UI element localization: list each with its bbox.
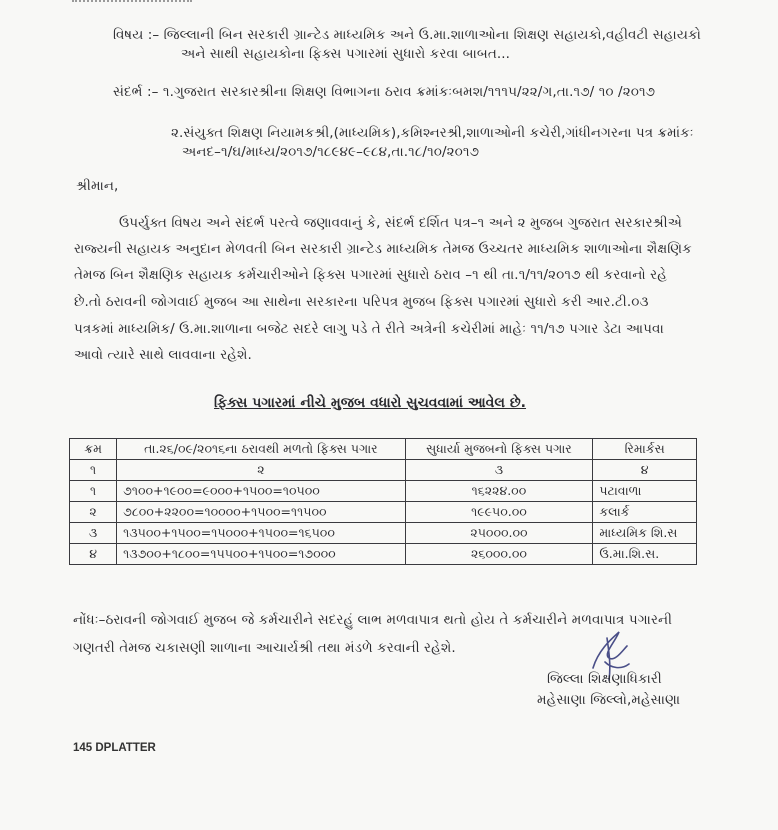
table-cell: ૩ (405, 460, 593, 481)
signatory-office: મહેસાણા જિલ્લો,મહેસાણા (537, 692, 681, 708)
header-revised-pay: સુધાર્યા મુજબનો ફિક્સ પગાર (405, 439, 593, 460)
note-line-2: ગણતરી તેમજ ચકાસણી શાળાના આચાર્યશ્રી તથા મંડળે કરવાની રહેશે. (73, 640, 456, 656)
header-remarks: રિમાર્કસ (593, 439, 697, 460)
table-cell: ૧ (70, 481, 117, 502)
table-cell: ૧૬૨૨૪.૦૦ (405, 481, 593, 502)
table-cell: ૪ (70, 544, 117, 565)
table-row (70, 544, 697, 565)
header-serial: ક્રમ (70, 439, 117, 460)
salutation: શ્રીમાન, (76, 178, 119, 194)
table-row (70, 481, 697, 502)
table-cell: ૪ (593, 460, 697, 481)
body-line-6: આવો ત્યારે સાથે લાવવાના રહેશે. (74, 347, 252, 363)
table-heading: ફિક્સ પગારમાં નીચે મુજબ વધારો સુચવવામાં આવેલ છે. (214, 395, 527, 411)
body-line-5: પત્રકમાં માધ્યમિક/ ઉ.મા.શાળાના બજેટ સદરે લાગુ પડે તે રીતે અત્રેની કચેરીમાં માહેઃ ૧૧/૧૭ પગાર ડેટા આપવા (74, 321, 664, 337)
table-cell: માધ્યમિક શિ.સ (593, 523, 697, 544)
header-old-pay: તા.૨૬/૦૯/૨૦૧૬ના ઠરાવથી મળતો ફિક્સ પગાર (117, 439, 405, 460)
body-line-1: ઉપર્યુક્ત વિષય અને સંદર્ભ પરત્વે જણાવવાનું કે, સંદર્ભ દર્શિત પત્ર–૧ અને ૨ મુજબ ગુજરાત સરકારશ્રીએ (119, 215, 682, 231)
table-cell: ૧૩૫૦૦+૧૫૦૦=૧૫૦૦૦+૧૫૦૦=૧૬૫૦૦ (117, 523, 405, 544)
table-cell: ૧ (70, 460, 117, 481)
table-cell: ૨ (117, 460, 405, 481)
signatory-title: જિલ્લા શિક્ષણાધિકારી (547, 671, 662, 687)
reference-line-2: ૨.સંયુક્ત શિક્ષણ નિયામકશ્રી,(માધ્યમિક),કમિશ્નરશ્રી,શાળાઓની કચેરી,ગાંધીનગરના પત્ર ક્રમાંકઃ (171, 125, 694, 141)
table-cell: ઉ.મા.શિ.સ. (593, 544, 697, 565)
table-row (70, 523, 697, 544)
subject-line-2: અને સાથી સહાયકોના ફિક્સ પગારમાં સુધારો કરવા બાબત... (181, 46, 511, 62)
footer-watermark: 145 DPLATTER (73, 742, 156, 754)
table-row (70, 502, 697, 523)
page-top-edge (72, 0, 192, 7)
table-cell: ૩ (70, 523, 117, 544)
table-cell: ૨૫૦૦૦.૦૦ (405, 523, 593, 544)
reference-line-3: અનદ–૧/ઘ/માધ્ય/૨૦૧૭/૧૮૯૪૯–૯૮૪,તા.૧૮/૧૦/૨૦૧૭ (182, 144, 480, 160)
table-cell: ૭૮૦૦+૨૨૦૦=૧૦૦૦૦+૧૫૦૦=૧૧૫૦૦ (117, 502, 405, 523)
table-index-row (70, 460, 697, 481)
table-cell: પટાવાળા (593, 481, 697, 502)
table-cell: ૧૯૯૫૦.૦૦ (405, 502, 593, 523)
body-line-3: તેમજ બિન શૈક્ષણિક સહાયક કર્મચારીઓને ફિક્સ પગારમાં સુધારો ઠરાવ –૧ થી તા.૧/૧૧/૨૦૧૭ થી કરવાનો રહે (74, 267, 667, 283)
table-cell: ૨૬૦૦૦.૦૦ (405, 544, 593, 565)
subject-line-1: વિષય :– જિલ્લાની બિન સરકારી ગ્રાન્ટેડ માધ્યમિક અને ઉ.મા.શાળાઓના શિક્ષણ સહાયકો,વહીવટી સહાયકો (113, 27, 701, 43)
body-line-2: રાજ્યની સહાયક અનુદાન મેળવતી બિન સરકારી ગ્રાન્ટેડ માધ્યમિક તેમજ ઉચ્ચતર માધ્યમિક શાળાઓના શૈક્ષણિક (74, 241, 692, 257)
table-cell: ૭૧૦૦+૧૯૦૦=૯૦૦૦+૧૫૦૦=૧૦૫૦૦ (117, 481, 405, 502)
body-line-4: છે.તો ઠરાવની જોગવાઈ મુજબ આ સાથેના સરકારના પરિપત્ર મુજબ ફિક્સ પગારમાં સુધારો કરી આર.ટી.૦૩ (74, 294, 649, 310)
table-cell: ૧૩૭૦૦+૧૮૦૦=૧૫૫૦૦+૧૫૦૦=૧૭૦૦૦ (117, 544, 405, 565)
table-cell: કલાર્ક (593, 502, 697, 523)
table-cell: ૨ (70, 502, 117, 523)
table-header-row (70, 439, 697, 460)
fixed-pay-table (69, 438, 697, 565)
note-line-1: નોંધઃ–ઠરાવની જોગવાઈ મુજબ જે કર્મચારીને સદરહું લાભ મળવાપાત્ર થતો હોય તે કર્મચારીને મળવાપાત્ર પગારની (73, 612, 673, 628)
reference-line-1: સંદર્ભ :– ૧.ગુજરાત સરકારશ્રીના શિક્ષણ વિભાગના ઠરાવ ક્રમાંકઃબમશ/૧૧૧૫/૨૨/ગ,તા.૧૭/ ૧૦ /૨૦૧૭ (113, 84, 656, 100)
